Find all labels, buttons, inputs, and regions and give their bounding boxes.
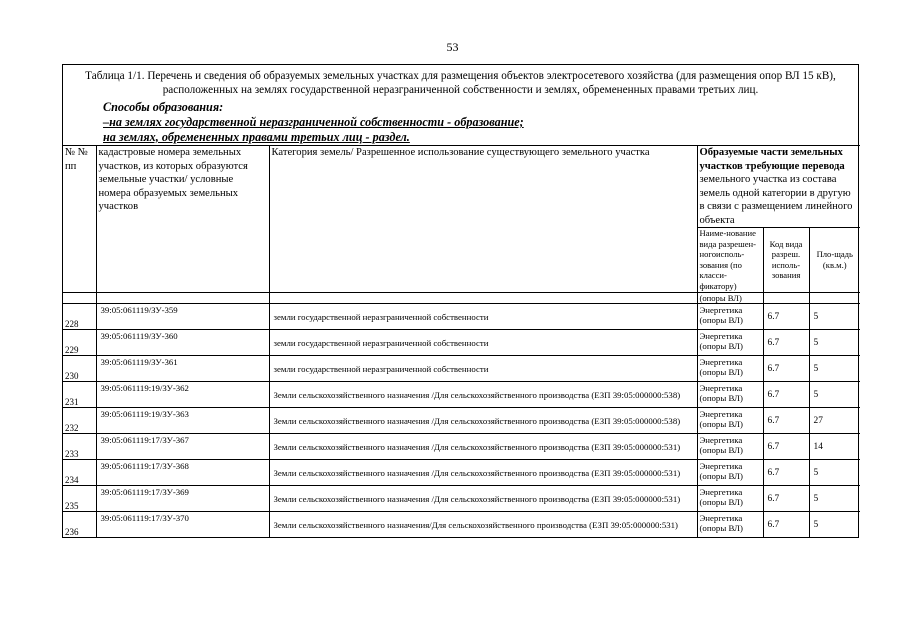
row-number: 229 [63, 329, 96, 355]
row-cadastral: 39:05:061119:17/ЗУ-367 [96, 433, 269, 459]
row-code: 6.7 [763, 407, 809, 433]
row-number: 230 [63, 355, 96, 381]
row-use: Энергетика (опоры ВЛ) [697, 381, 763, 407]
row-cadastral: 39:05:061119:17/ЗУ-370 [96, 511, 269, 537]
row-cadastral: 39:05:061119/ЗУ-360 [96, 329, 269, 355]
row-use: Энергетика (опоры ВЛ) [697, 407, 763, 433]
table-row [63, 485, 860, 511]
table-row [63, 459, 860, 485]
row-code: 6.7 [763, 303, 809, 329]
header-cadastral: кадастровые номера земельных участков, из которых образуются земельные участки/ условные номера образуемых земельных участков [96, 146, 269, 293]
row-use: Энергетика (опоры ВЛ) [697, 511, 763, 537]
row-category: Земли сельскохозяйственного назначения/Для сельскохозяйственного производства (ЕЗП 39:05:000000:531) [269, 511, 697, 537]
row-code: 6.7 [763, 511, 809, 537]
table-row [63, 407, 860, 433]
row-area: 5 [809, 355, 860, 381]
header-row [63, 146, 860, 228]
table-caption: Таблица 1/1. Перечень и сведения об образуемых земельных участках для размещения объектов электросетевого хозяйства (для размещения опор ВЛ 15 кВ), расположенных на землях государственной неразграниченной собственности и землях, обремененных правами третьих лиц. [85, 70, 836, 96]
row-category: Земли сельскохозяйственного назначения /Для сельскохозяйственного производства (ЕЗП 39:05:000000:531) [269, 433, 697, 459]
blank-row [63, 292, 860, 303]
table-row [63, 303, 860, 329]
row-use: Энергетика (опоры ВЛ) [697, 459, 763, 485]
row-number: 232 [63, 407, 96, 433]
row-category: Земли сельскохозяйственного назначения /Для сельскохозяйственного производства (ЕЗП 39:05:000000:538) [269, 407, 697, 433]
row-cadastral: 39:05:061119:19/ЗУ-362 [96, 381, 269, 407]
subheader-area: Пло-щадь (кв.м.) [809, 228, 860, 293]
table-row [63, 329, 860, 355]
header-parts-rest: земельного участка из состава земель одной категории в другую в связи с размещением линейного объекта [699, 174, 853, 226]
row-area: 5 [809, 485, 860, 511]
row-code: 6.7 [763, 329, 809, 355]
row-use: Энергетика (опоры ВЛ) [697, 485, 763, 511]
row-number: 234 [63, 459, 96, 485]
row-number: 235 [63, 485, 96, 511]
row-use: Энергетика (опоры ВЛ) [697, 433, 763, 459]
land-plots-table [63, 145, 860, 537]
row-area: 5 [809, 329, 860, 355]
formation-methods [63, 100, 858, 145]
row-code: 6.7 [763, 355, 809, 381]
row-cadastral: 39:05:061119:19/ЗУ-363 [96, 407, 269, 433]
header-parts [697, 146, 860, 228]
table-row [63, 433, 860, 459]
row-use: Энергетика (опоры ВЛ) [697, 355, 763, 381]
subheader-code: Код вида разреш. исполь-зования [763, 228, 809, 293]
row-area: 5 [809, 459, 860, 485]
row-cadastral: 39:05:061119:17/ЗУ-368 [96, 459, 269, 485]
row-category: земли государственной неразграниченной собственности [269, 355, 697, 381]
row-category: Земли сельскохозяйственного назначения /Для сельскохозяйственного производства (ЕЗП 39:05:000000:531) [269, 485, 697, 511]
subheader-use-name: Наиме-нование вида разрешен-ногоисполь-зования (по класси-фикатору) [697, 228, 763, 293]
blank-row-use: (опоры ВЛ) [697, 292, 763, 303]
row-cadastral: 39:05:061119:17/ЗУ-369 [96, 485, 269, 511]
table-row [63, 355, 860, 381]
row-area: 27 [809, 407, 860, 433]
table-row [63, 381, 860, 407]
row-use: Энергетика (опоры ВЛ) [697, 329, 763, 355]
row-area: 5 [809, 511, 860, 537]
row-code: 6.7 [763, 485, 809, 511]
row-number: 228 [63, 303, 96, 329]
document-table-frame [62, 64, 859, 538]
row-category: земли государственной неразграниченной собственности [269, 303, 697, 329]
row-area: 5 [809, 381, 860, 407]
row-category: Земли сельскохозяйственного назначения /Для сельскохозяйственного производства (ЕЗП 39:05:000000:538) [269, 381, 697, 407]
methods-line-1: –на землях государственной неразграниченной собственности - образование; [103, 115, 524, 129]
row-area: 14 [809, 433, 860, 459]
header-category: Категория земель/ Разрешенное использование существующего земельного участка [269, 146, 697, 293]
methods-line-2: на землях, обремененных правами третьих лиц - раздел. [103, 130, 410, 144]
row-code: 6.7 [763, 459, 809, 485]
row-category: земли государственной неразграниченной собственности [269, 329, 697, 355]
table-row [63, 511, 860, 537]
row-category: Земли сельскохозяйственного назначения /Для сельскохозяйственного производства (ЕЗП 39:05:000000:531) [269, 459, 697, 485]
row-cadastral: 39:05:061119/ЗУ-359 [96, 303, 269, 329]
row-number: 231 [63, 381, 96, 407]
header-num: № № пп [63, 146, 96, 293]
row-number: 236 [63, 511, 96, 537]
row-code: 6.7 [763, 433, 809, 459]
row-code: 6.7 [763, 381, 809, 407]
table-body [63, 303, 860, 537]
row-area: 5 [809, 303, 860, 329]
page-number: 53 [446, 40, 459, 54]
row-cadastral: 39:05:061119/ЗУ-361 [96, 355, 269, 381]
row-use: Энергетика (опоры ВЛ) [697, 303, 763, 329]
row-number: 233 [63, 433, 96, 459]
methods-title: Способы образования: [103, 100, 224, 114]
header-parts-bold: Образуемые части земельных участков требующие перевода [699, 147, 845, 172]
